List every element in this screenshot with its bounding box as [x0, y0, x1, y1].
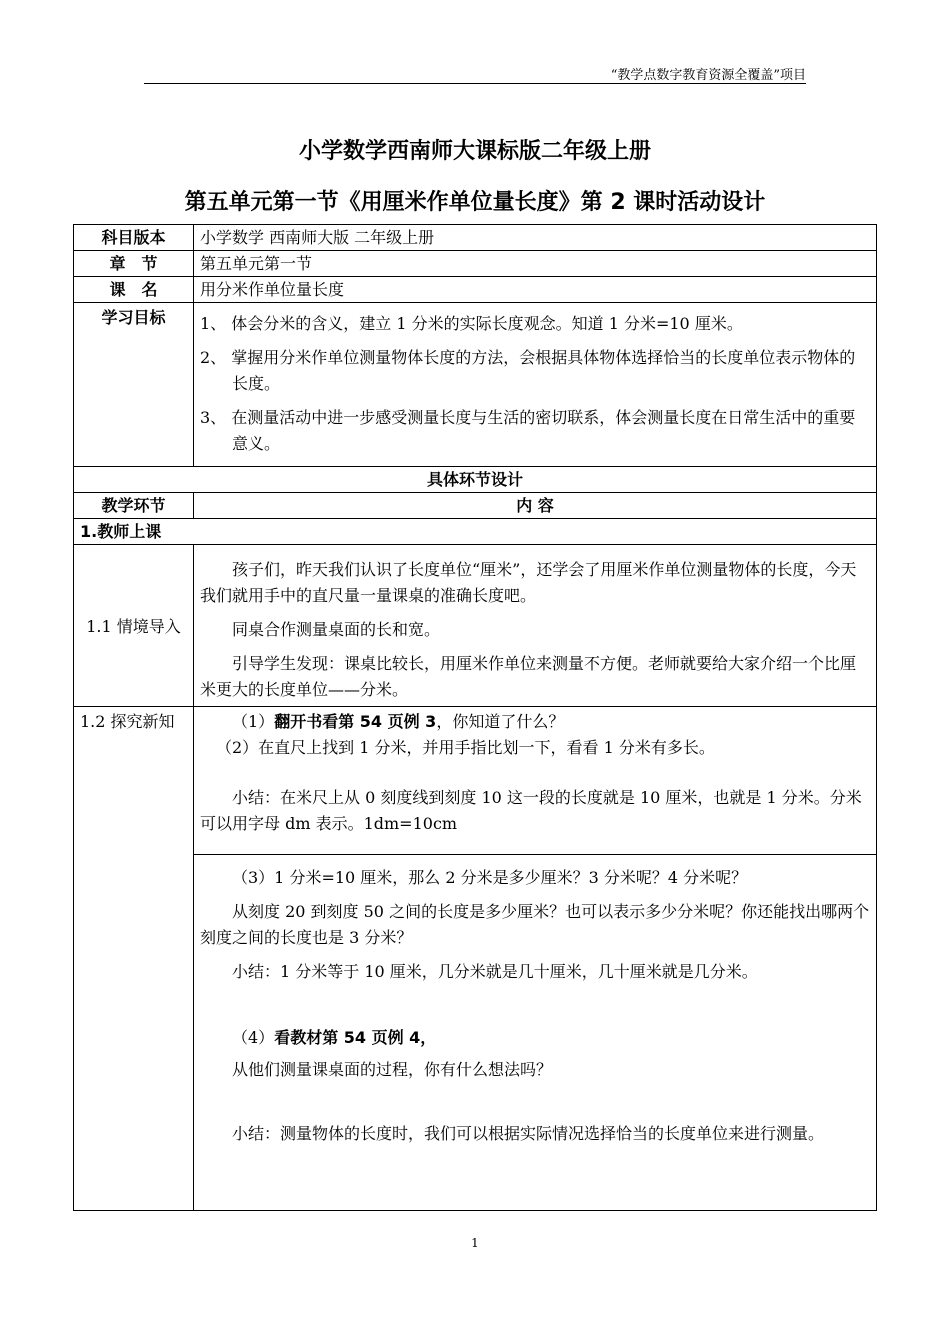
- question-1-prefix: （1）: [232, 712, 275, 731]
- chapter-value: 第五单元第一节: [194, 251, 877, 277]
- question-4b: 从他们测量课桌面的过程，你有什么想法吗？: [232, 1060, 553, 1079]
- question-1: [200, 709, 870, 735]
- stage-1-1-para: 同桌合作测量桌面的长和宽。: [232, 620, 441, 639]
- stage-row-1-2: [74, 707, 877, 855]
- stage-1-1-para: 引导学生发现：课桌比较长，用厘米作单位来测量不方便。老师就要给大家介绍一个比厘米更大的长度单位——分米。: [200, 654, 857, 699]
- page-number: 1: [471, 1236, 479, 1250]
- question-4: [200, 1025, 870, 1051]
- lesson-table: [73, 224, 877, 1211]
- info-row-lesson: [74, 277, 877, 303]
- info-row-goals: [74, 303, 877, 467]
- stage-row-1-2-cont: [74, 855, 877, 1211]
- question-1-bold: 翻开书看第 54 页例 3: [274, 712, 437, 731]
- question-3: （3）1 分米=10 厘米，那么 2 分米是多少厘米？3 分米呢？4 分米呢？: [232, 868, 748, 887]
- goal-item: 2、 掌握用分米作单位测量物体长度的方法，会根据具体物体选择恰当的长度单位表示物体的长度。: [200, 348, 856, 393]
- subject-label: 科目版本: [74, 225, 194, 251]
- section-title: 具体环节设计: [74, 467, 877, 493]
- lesson-value: 用分米作单位量长度: [194, 277, 877, 303]
- question-3b: 从刻度 20 到刻度 50 之间的长度是多少厘米？也可以表示多少分米呢？你还能找出哪两个刻度之间的长度也是 3 分米？: [200, 902, 870, 947]
- stage-1-2-label: 1.2 探究新知: [74, 707, 194, 1211]
- stage-1-1-label: 1.1 情境导入: [74, 545, 194, 707]
- part-row: [74, 519, 877, 545]
- stage-1-1-para: 孩子们，昨天我们认识了长度单位“厘米”，还学会了用厘米作单位测量物体的长度，今天我们就用手中的直尺量一量课桌的准确长度吧。: [200, 560, 857, 605]
- subject-value: 小学数学 西南师大版 二年级上册: [194, 225, 877, 251]
- info-row-subject: [74, 225, 877, 251]
- column-header-row: [74, 493, 877, 519]
- goal-item: 1、 体会分米的含义，建立 1 分米的实际长度观念。知道 1 分米=10 厘米。: [200, 314, 743, 333]
- chapter-label: 章 节: [74, 251, 194, 277]
- goal-item: 3、 在测量活动中进一步感受测量长度与生活的密切联系，体会测量长度在日常生活中的重要意义。: [200, 408, 856, 453]
- part-title: 1.教师上课: [74, 519, 877, 545]
- header-rule: [144, 83, 806, 84]
- doc-subtitle: 第五单元第一节《用厘米作单位量长度》第 2 课时活动设计: [184, 190, 766, 215]
- doc-title: 小学数学西南师大课标版二年级上册: [298, 139, 651, 164]
- summary-3: 小结：测量物体的长度时，我们可以根据实际情况选择恰当的长度单位来进行测量。: [232, 1124, 825, 1143]
- question-4-prefix: （4）: [232, 1028, 275, 1047]
- section-title-row: [74, 467, 877, 493]
- question-4-bold: 看教材第 54 页例 4，: [274, 1028, 437, 1047]
- info-row-chapter: [74, 251, 877, 277]
- summary-2: 小结：1 分米等于 10 厘米，几分米就是几十厘米，几十厘米就是几分米。: [232, 962, 758, 981]
- goals-label: 学习目标: [74, 303, 194, 467]
- col-stage-header: 教学环节: [74, 493, 194, 519]
- question-2: （2）在直尺上找到 1 分米，并用手指比划一下，看看 1 分米有多长。: [216, 738, 715, 757]
- lesson-label: 课 名: [74, 277, 194, 303]
- page-header: “教学点数字教育资源全覆盖”项目: [610, 68, 806, 83]
- col-content-header: 内 容: [194, 493, 877, 519]
- summary-1: 小结：在米尺上从 0 刻度线到刻度 10 这一段的长度就是 10 厘米，也就是 1 分米。分米可以用字母 dm 表示。1dm=10cm: [200, 788, 862, 833]
- question-1-suffix: ，你知道了什么？: [436, 712, 565, 731]
- stage-row-1-1: [74, 545, 877, 707]
